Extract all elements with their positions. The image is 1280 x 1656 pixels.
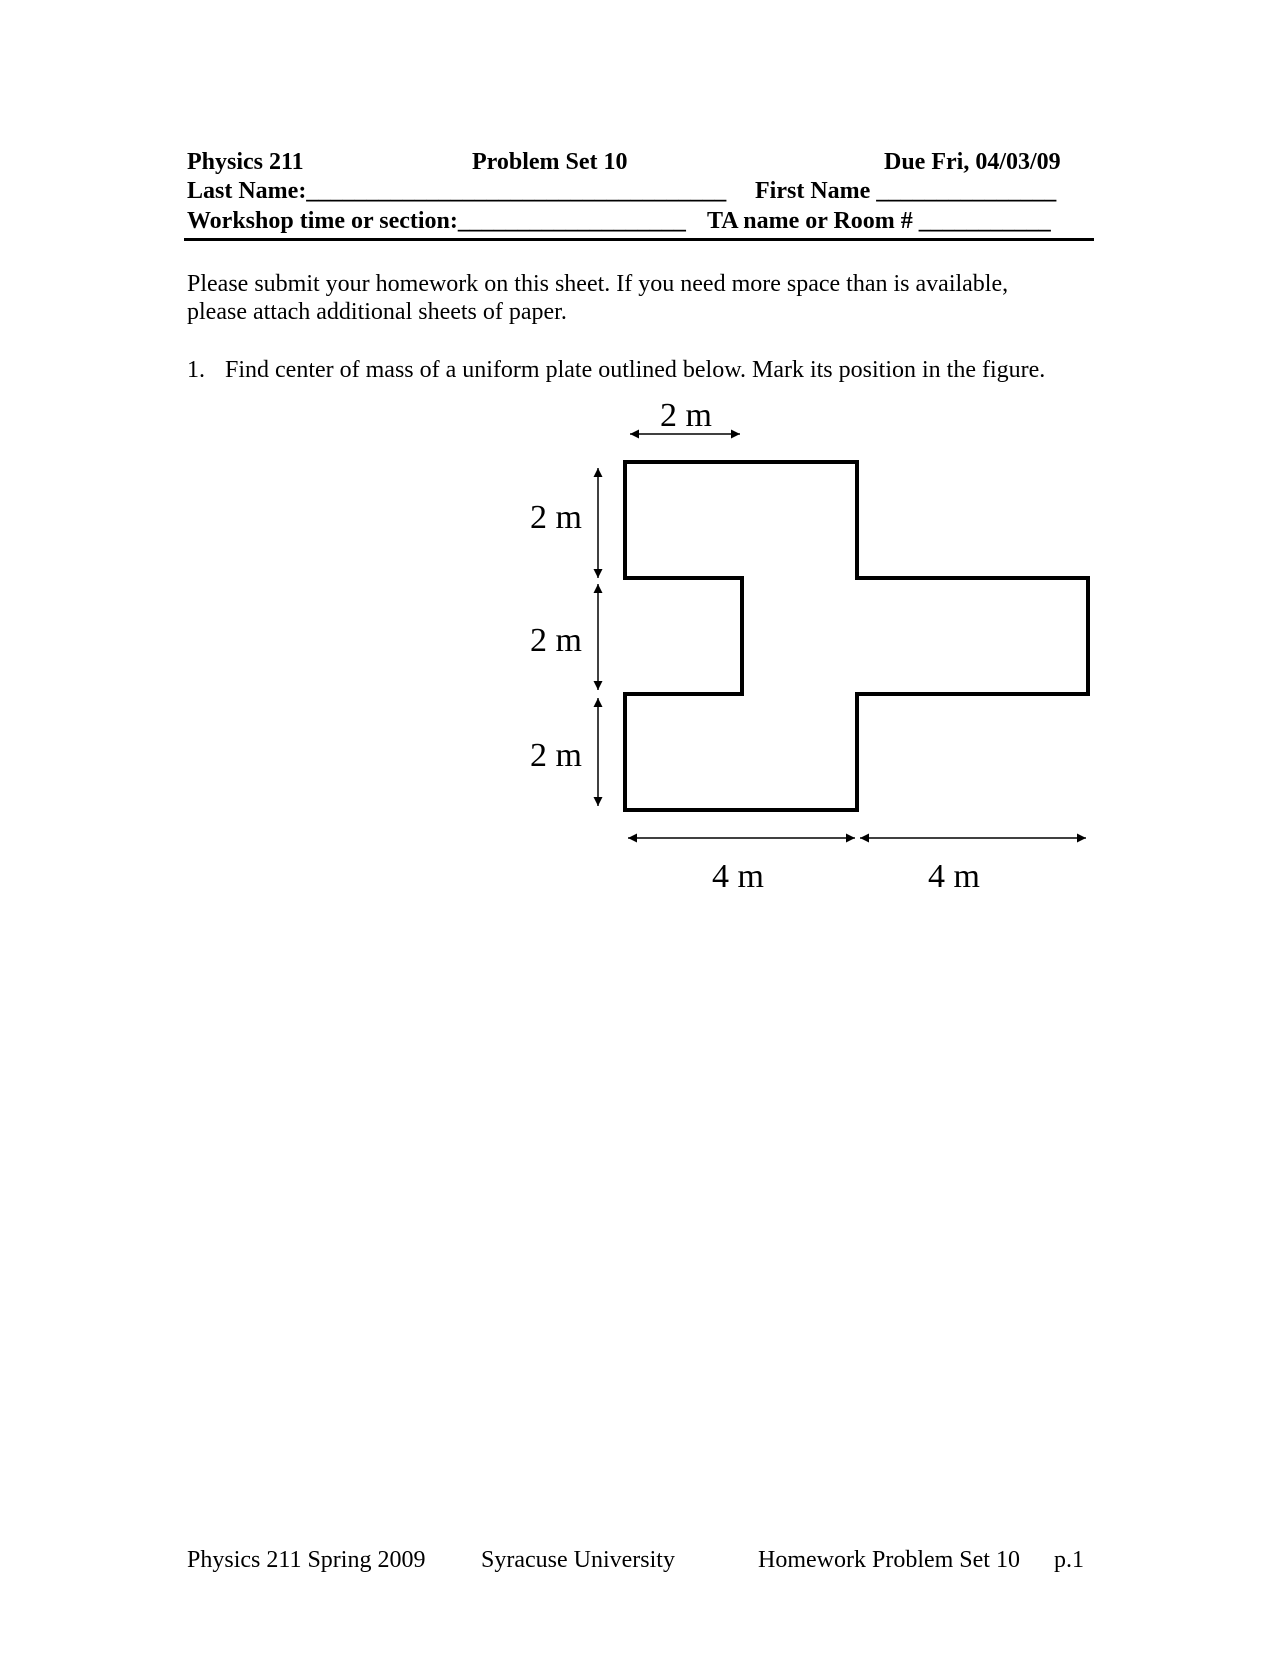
- left-dimension-label-3: 2 m: [530, 737, 582, 774]
- footer-course-term: Physics 211 Spring 2009: [187, 1547, 426, 1573]
- last-name-field: Last Name:___________________________________: [187, 178, 727, 204]
- bottom-dimension-label-1: 4 m: [712, 858, 764, 895]
- footer-university: Syracuse University: [481, 1547, 675, 1573]
- left-dimension-label-1: 2 m: [530, 499, 582, 536]
- instructions-line-1: Please submit your homework on this sheet. If you need more space than is available,: [187, 271, 1009, 297]
- bottom-dimension-label-2: 4 m: [928, 858, 980, 895]
- due-date: Due Fri, 04/03/09: [884, 149, 1061, 175]
- course-title: Physics 211: [187, 149, 304, 175]
- ta-name-field: TA name or Room # ___________: [707, 208, 1051, 234]
- footer-problem-set: Homework Problem Set 10: [758, 1547, 1020, 1573]
- top-dimension-label: 2 m: [660, 397, 712, 434]
- problem-set-title: Problem Set 10: [472, 149, 628, 175]
- problem-text: Find center of mass of a uniform plate outlined below. Mark its position in the figure.: [225, 357, 1046, 383]
- plate-outline: [625, 462, 1088, 810]
- first-name-field: First Name _______________: [755, 178, 1057, 204]
- left-dimension-label-2: 2 m: [530, 622, 582, 659]
- workshop-field: Workshop time or section:___________________: [187, 208, 686, 234]
- instructions-line-2: please attach additional sheets of paper.: [187, 299, 567, 325]
- footer-page-number: p.1: [1054, 1547, 1084, 1573]
- problem-number: 1.: [187, 357, 205, 383]
